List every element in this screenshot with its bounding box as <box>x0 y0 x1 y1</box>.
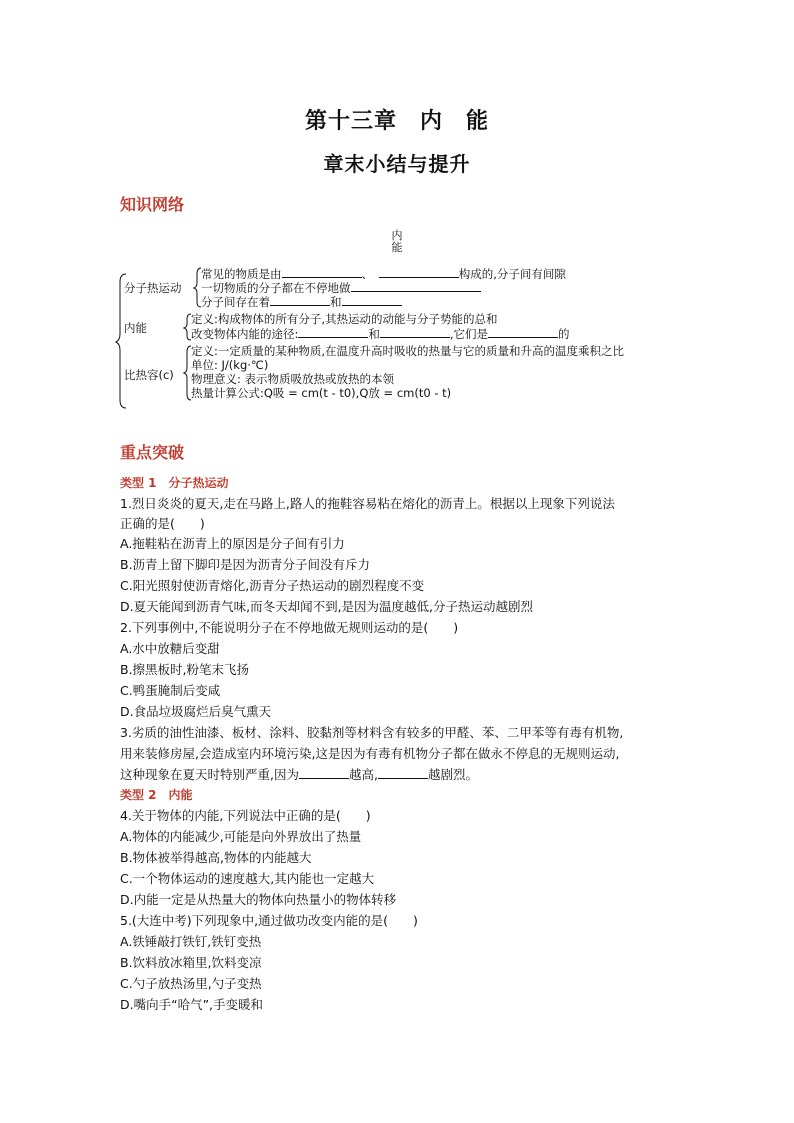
fill-blank[interactable] <box>488 326 558 338</box>
option-c[interactable]: C.一个物体运动的速度越大,其内能也一定越大 <box>120 871 375 886</box>
branch1-item1 <box>201 266 566 281</box>
option-b[interactable]: B.沥青上留下脚印是因为沥青分子间没有斥力 <box>120 557 371 572</box>
option-a[interactable]: A.水中放糖后变甜 <box>120 641 220 656</box>
question-stem-fill <box>120 765 478 783</box>
branch-label-molecular-motion: 分子热运动 <box>124 281 182 295</box>
option-d[interactable]: D.夏天能闻到沥青气味,而冬天却闻不到,是因为温度越低,分子热运动越剧烈 <box>120 599 534 614</box>
option-c[interactable]: C.阳光照射使沥青熔化,沥青分子热运动的剧烈程度不变 <box>120 578 425 593</box>
question-stem: 4.关于物体的内能,下列说法中正确的是( ) <box>120 808 371 823</box>
type-label: 类型 1 分子热运动 <box>120 476 229 490</box>
question-stem: 1.烈日炎炎的夏天,走在马路上,路人的拖鞋容易粘在熔化的沥青上。根据以上现象下列说法 <box>120 496 615 511</box>
section-heading-network: 知识网络 <box>120 195 185 214</box>
network-root <box>380 230 414 254</box>
option-c[interactable]: C.鸭蛋腌制后变咸 <box>120 683 221 698</box>
text: 和 <box>368 327 380 341</box>
network-root-line2: 能 <box>391 241 403 254</box>
fill-blank[interactable] <box>379 266 459 278</box>
text: 和 <box>330 295 342 309</box>
branch3-item4: 热量计算公式:Q吸 = cm(t - t0),Q放 = cm(t0 - t) <box>191 386 452 400</box>
fill-blank[interactable] <box>380 326 450 338</box>
option-d[interactable]: D.食品垃圾腐烂后臭气熏天 <box>120 704 272 719</box>
question-stem: 3.劣质的油性油漆、板材、涂料、胶黏剂等材料含有较多的甲醛、苯、二甲苯等有毒有机物, <box>120 725 624 740</box>
branch2-item2 <box>191 326 570 341</box>
text: 越剧烈。 <box>427 767 478 782</box>
text: 越高, <box>348 767 378 782</box>
text: 这种现象在夏天时特别严重,因为 <box>120 767 299 782</box>
branch-label-specific-heat: 比热容(c) <box>124 368 174 382</box>
fill-blank[interactable] <box>299 767 349 779</box>
text: 一切物质的分子都在不停地做 <box>201 281 351 295</box>
branch1-item3 <box>201 294 402 309</box>
fill-blank[interactable] <box>351 280 481 292</box>
type-label: 类型 2 内能 <box>120 788 193 802</box>
branch1-item2 <box>201 280 481 295</box>
text: 的 <box>558 327 570 341</box>
chapter-subtitle: 章末小结与提升 <box>323 152 471 176</box>
text: 构成的,分子间有间隙 <box>458 267 566 281</box>
text: 常见的物质是由 <box>201 267 282 281</box>
text: 、 <box>361 267 368 281</box>
fill-blank[interactable] <box>282 266 362 278</box>
section-heading-breakthrough: 重点突破 <box>120 443 185 462</box>
text: ,它们是 <box>449 327 489 341</box>
network-root-line1: 内 <box>391 229 403 242</box>
branch-label-internal-energy: 内能 <box>124 321 147 335</box>
question-stem: 正确的是( ) <box>120 516 205 531</box>
question-stem: 5.(大连中考)下列现象中,通过做功改变内能的是( ) <box>120 913 418 928</box>
chapter-title: 第十三章 内 能 <box>304 108 489 134</box>
option-b[interactable]: B.饮料放冰箱里,饮料变凉 <box>120 955 262 970</box>
branch2-item1: 定义:构成物体的所有分子,其热运动的动能与分子势能的总和 <box>191 312 498 326</box>
branch3-item2: 单位: J/(kg·℃) <box>191 358 269 372</box>
fill-blank[interactable] <box>378 767 428 779</box>
text: 分子间存在着 <box>201 295 270 309</box>
option-d[interactable]: D.嘴向手“哈气”,手变暖和 <box>120 997 264 1012</box>
option-b[interactable]: B.物体被举得越高,物体的内能越大 <box>120 850 312 865</box>
option-d[interactable]: D.内能一定是从热量大的物体向热量小的物体转移 <box>120 892 397 907</box>
question-stem: 2.下列事例中,不能说明分子在不停地做无规则运动的是( ) <box>120 620 459 635</box>
fill-blank[interactable] <box>270 294 330 306</box>
branch3-item1: 定义:一定质量的某种物质,在温度升高时吸收的热量与它的质量和升高的温度乘积之比 <box>191 344 625 358</box>
option-a[interactable]: A.拖鞋粘在沥青上的原因是分子间有引力 <box>120 536 345 551</box>
option-a[interactable]: A.物体的内能减少,可能是向外界放出了热量 <box>120 829 362 844</box>
fill-blank[interactable] <box>342 294 402 306</box>
branch3-item3: 物理意义: 表示物质吸放热或放热的本领 <box>191 372 395 386</box>
question-stem: 用来装修房屋,会造成室内环境污染,这是因为有毒有机物分子都在做永不停息的无规则运动, <box>120 746 620 761</box>
option-c[interactable]: C.勺子放热汤里,勺子变热 <box>120 976 262 991</box>
text: 改变物体内能的途径: <box>191 327 299 341</box>
fill-blank[interactable] <box>298 326 368 338</box>
option-b[interactable]: B.擦黑板时,粉笔末飞扬 <box>120 662 250 677</box>
option-a[interactable]: A.铁锤敲打铁钉,铁钉变热 <box>120 934 262 949</box>
